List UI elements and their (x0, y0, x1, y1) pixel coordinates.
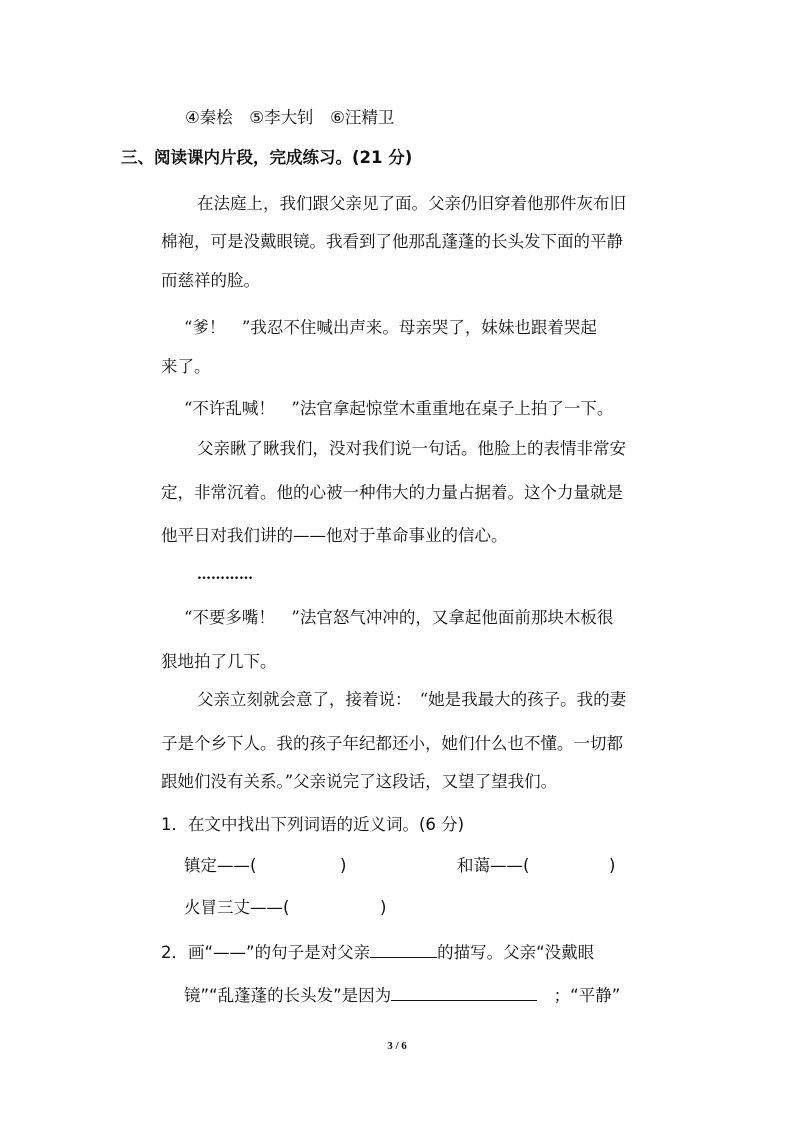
passage-line: 棉袍，可是没戴眼镜。我看到了他那乱蓬蓬的长头发下面的平静 (161, 232, 623, 251)
passage-line: 跟她们没有关系。”父亲说完了这段话，又望了望我们。 (161, 772, 558, 791)
passage-line: 而慈祥的脸。 (161, 271, 260, 290)
answer-blank-2[interactable] (391, 983, 537, 1001)
passage-line: 在法庭上，我们跟父亲见了面。父亲仍旧穿着他那件灰布旧 (197, 194, 626, 213)
synonym-answer-slot-1[interactable] (272, 852, 336, 876)
synonym-answer-slot-2[interactable] (545, 852, 605, 876)
passage-line: “不许乱喊！ ”法官拿起惊堂木重重地在桌子上拍了一下。 (184, 399, 614, 418)
synonym-item-2-close: ) (609, 856, 616, 875)
passage-line: 定，非常沉着。他的心被一种伟大的力量占据着。这个力量就是 (161, 483, 623, 502)
question-2-text: 的描写。父亲“没戴眼 (437, 943, 595, 962)
passage-line: 狠地拍了几下。 (161, 652, 277, 671)
synonym-item-2-label: 和蔼——( (457, 856, 530, 875)
synonym-item-3-close: ) (380, 898, 387, 917)
synonym-item-1-close: ) (340, 856, 347, 875)
passage-line: 父亲立刻就会意了，接着说： “她是我最大的孩子。我的妻 (197, 690, 627, 709)
page-number: 3 / 6 (387, 1040, 407, 1052)
passage-line: 父亲瞅了瞅我们，没对我们说一句话。他脸上的表情非常安 (197, 439, 626, 458)
section-title: 三、阅读课内片段，完成练习。(21 分) (121, 148, 413, 167)
passage-line: 子是个乡下人。我的孩子年纪都还小，她们什么也不懂。一切都 (161, 734, 623, 753)
top-options: ④秦桧 ⑤李大钊 ⑥汪精卫 (185, 108, 395, 127)
synonym-item-3-label: 火冒三丈——( (184, 898, 290, 917)
passage-ellipsis: ………… (197, 567, 253, 583)
passage-line: “爹！ ”我忍不住喊出声来。母亲哭了，妹妹也跟着哭起 (184, 318, 597, 337)
passage-line: “不要多嘴！ ”法官怒气冲冲的，又拿起他面前那块木板很 (184, 608, 614, 627)
synonym-answer-slot-3[interactable] (310, 894, 376, 918)
synonym-item-1-label: 镇定——( (184, 856, 257, 875)
answer-blank-1[interactable] (370, 940, 437, 958)
question-1-stem: 1．在文中找出下列词语的近义词。(6 分) (161, 815, 465, 834)
passage-line: 他平日对我们讲的——他对于革命事业的信心。 (161, 526, 508, 545)
question-2-text: ；“平静” (553, 986, 621, 1005)
passage-line: 来了。 (161, 357, 211, 376)
question-2-text: 2．画“——”的句子是对父亲 (161, 943, 371, 962)
question-2-text: 镜”“乱蓬蓬的长头发”是因为 (184, 986, 392, 1005)
